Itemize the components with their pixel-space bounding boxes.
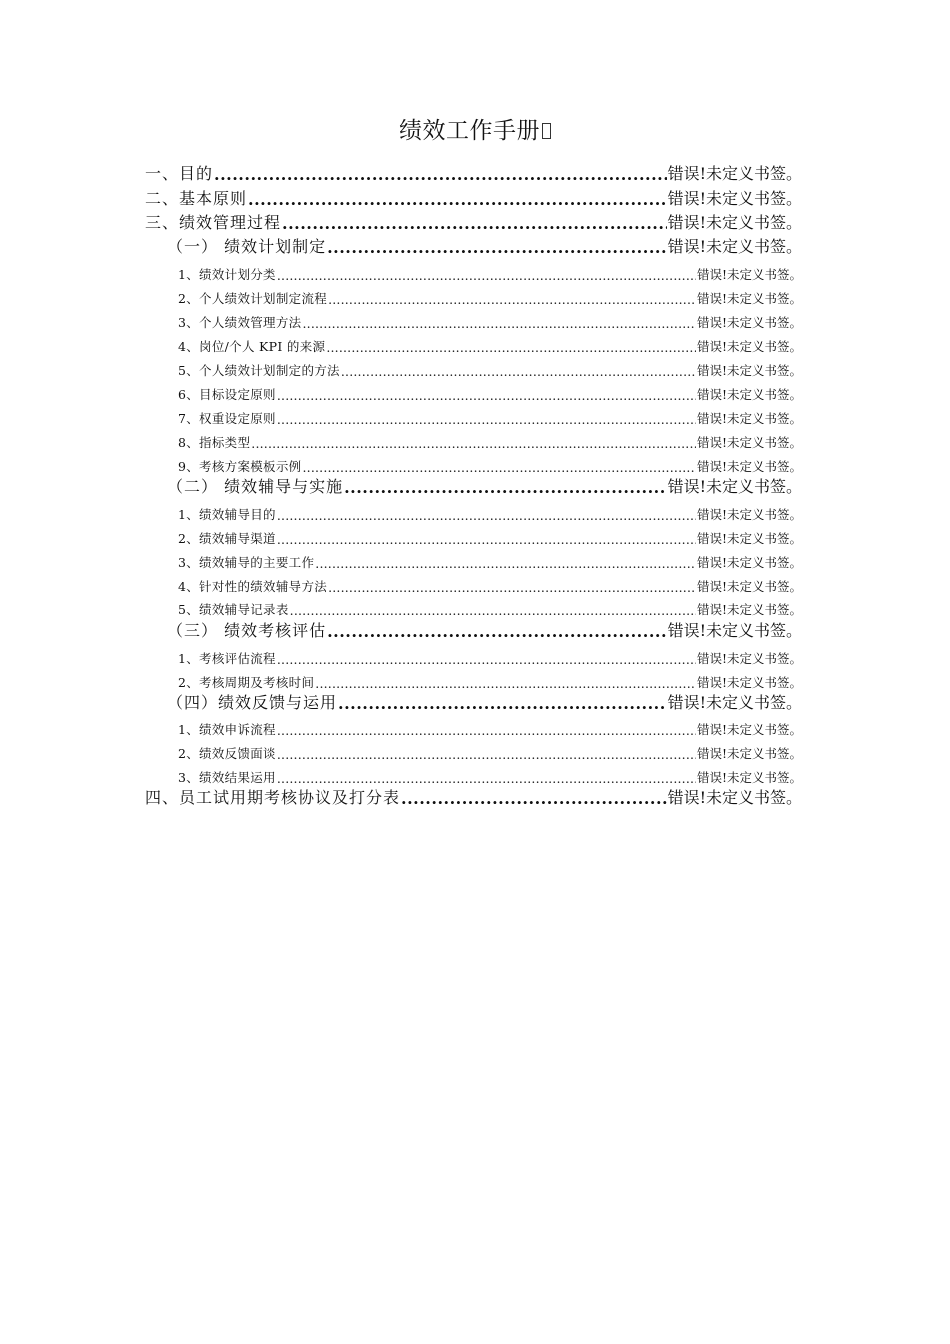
toc-page-ref: 错误!未定义书签。 <box>696 555 802 570</box>
toc-page-ref: 错误!未定义书签。 <box>667 621 802 640</box>
toc-leader <box>401 789 667 808</box>
toc-entry[interactable] <box>178 649 802 667</box>
toc-entry-label: （二） 绩效辅导与实施 <box>167 477 344 496</box>
toc-page-ref: 错误!未定义书签。 <box>696 602 802 617</box>
toc-leader <box>328 292 696 307</box>
toc-leader <box>248 190 667 209</box>
toc-entry-label: （一） 绩效计划制定 <box>167 237 327 256</box>
toc-entry-label: 三、绩效管理过程 <box>145 213 282 232</box>
toc-page-ref: 错误!未定义书签。 <box>696 387 802 402</box>
toc-entry-label: 2、考核周期及考核时间 <box>178 675 315 690</box>
toc-page-ref: 错误!未定义书签。 <box>696 675 802 690</box>
toc-page-ref: 错误!未定义书签。 <box>696 435 802 450</box>
toc-entry[interactable] <box>178 409 802 427</box>
toc-entry-label: 4、岗位/个人 KPI 的来源 <box>178 339 326 354</box>
toc-page-ref: 错误!未定义书签。 <box>696 770 802 785</box>
toc-entry-label: 2、个人绩效计划制定流程 <box>178 291 328 306</box>
toc-page-ref: 错误!未定义书签。 <box>696 651 802 666</box>
toc-entry-label: 5、绩效辅导记录表 <box>178 602 289 617</box>
toc-leader <box>327 238 666 257</box>
toc-entry-label: 四、员工试用期考核协议及打分表 <box>145 788 401 807</box>
toc-page-ref: 错误!未定义书签。 <box>696 579 802 594</box>
toc-entry[interactable] <box>178 505 802 523</box>
toc-entry-label: 1、绩效计划分类 <box>178 267 276 282</box>
toc-entry[interactable] <box>178 720 802 738</box>
toc-entry[interactable] <box>167 619 802 641</box>
toc-entry-label: 3、绩效结果运用 <box>178 770 276 785</box>
toc-entry[interactable] <box>178 768 802 786</box>
toc-leader <box>277 652 696 667</box>
toc-leader <box>277 268 696 283</box>
toc-leader <box>282 214 667 233</box>
toc-entry-label: 5、个人绩效计划制定的方法 <box>178 363 340 378</box>
toc-entry-label: 1、绩效辅导目的 <box>178 507 276 522</box>
toc-leader <box>290 603 696 618</box>
toc-leader <box>302 316 696 331</box>
toc-entry[interactable] <box>178 577 802 595</box>
toc-leader <box>277 388 696 403</box>
toc-entry[interactable] <box>145 211 802 233</box>
toc-page-ref: 错误!未定义书签。 <box>696 722 802 737</box>
toc-entry-label: 2、绩效反馈面谈 <box>178 746 276 761</box>
toc-page-ref: 错误!未定义书签。 <box>696 267 802 282</box>
toc-leader <box>277 508 696 523</box>
toc-entry[interactable] <box>178 433 802 451</box>
toc-entry[interactable] <box>145 162 802 184</box>
toc-page-ref: 错误!未定义书签。 <box>696 746 802 761</box>
toc-entry-label: （三） 绩效考核评估 <box>167 621 327 640</box>
toc-entry[interactable] <box>145 187 802 209</box>
toc-leader <box>315 676 696 691</box>
toc-entry[interactable] <box>178 361 802 379</box>
toc-entry[interactable] <box>178 265 802 283</box>
toc-entry[interactable] <box>178 289 802 307</box>
toc-leader <box>315 556 696 571</box>
toc-entry[interactable] <box>178 600 802 618</box>
toc-leader <box>277 771 696 786</box>
toc-entry-label: （四）绩效反馈与运用 <box>167 693 338 712</box>
toc-page-ref: 错误!未定义书签。 <box>696 507 802 522</box>
toc-page-ref: 错误!未定义书签。 <box>667 189 802 208</box>
toc-page-ref: 错误!未定义书签。 <box>667 213 802 232</box>
toc-page-ref: 错误!未定义书签。 <box>667 237 802 256</box>
toc-page-ref: 错误!未定义书签。 <box>667 164 802 183</box>
toc-entry[interactable] <box>167 691 802 713</box>
toc-leader <box>277 747 696 762</box>
document-title <box>0 112 950 145</box>
toc-entry-label: 6、目标设定原则 <box>178 387 276 402</box>
toc-page-ref: 错误!未定义书签。 <box>696 363 802 378</box>
toc-entry-label: 一、目的 <box>145 164 214 183</box>
toc-leader <box>277 532 696 547</box>
toc-entry[interactable] <box>178 673 802 691</box>
toc-entry[interactable] <box>178 337 802 355</box>
toc-entry-label: 1、考核评估流程 <box>178 651 276 666</box>
document-title-text: 绩效工作手册 <box>399 118 540 144</box>
toc-leader <box>251 436 696 451</box>
toc-entry[interactable] <box>178 553 802 571</box>
toc-entry-label: 1、绩效申诉流程 <box>178 722 276 737</box>
toc-leader <box>302 460 696 475</box>
toc-entry-label: 8、指标类型 <box>178 435 251 450</box>
toc-entry-label: 二、基本原则 <box>145 189 248 208</box>
toc-entry-label: 7、权重设定原则 <box>178 411 276 426</box>
toc-page-ref: 错误!未定义书签。 <box>696 291 802 306</box>
toc-page-ref: 错误!未定义书签。 <box>696 459 802 474</box>
toc-entry-label: 4、针对性的绩效辅导方法 <box>178 579 328 594</box>
toc-leader <box>327 622 666 641</box>
toc-entry-label: 2、绩效辅导渠道 <box>178 531 276 546</box>
toc-leader <box>328 580 696 595</box>
toc-entry[interactable] <box>167 475 802 497</box>
toc-entry[interactable] <box>178 313 802 331</box>
toc-leader <box>326 340 696 355</box>
toc-entry[interactable] <box>178 744 802 762</box>
toc-leader <box>277 723 696 738</box>
toc-page-ref: 错误!未定义书签。 <box>667 693 802 712</box>
toc-entry[interactable] <box>167 235 802 257</box>
toc-leader <box>277 412 696 427</box>
toc-page-ref: 错误!未定义书签。 <box>696 315 802 330</box>
toc-page-ref: 错误!未定义书签。 <box>667 477 802 496</box>
toc-entry[interactable] <box>145 786 802 808</box>
toc-page-ref: 错误!未定义书签。 <box>696 531 802 546</box>
toc-entry[interactable] <box>178 529 802 547</box>
toc-leader <box>338 694 667 713</box>
title-anchor-mark <box>542 123 551 139</box>
toc-entry[interactable] <box>178 385 802 403</box>
toc-leader <box>214 165 667 184</box>
toc-page-ref: 错误!未定义书签。 <box>696 339 802 354</box>
toc-leader <box>341 364 696 379</box>
toc-entry-label: 3、个人绩效管理方法 <box>178 315 302 330</box>
toc-leader <box>344 478 666 497</box>
toc-entry-label: 3、绩效辅导的主要工作 <box>178 555 315 570</box>
toc-entry[interactable] <box>178 457 802 475</box>
toc-page-ref: 错误!未定义书签。 <box>696 411 802 426</box>
toc-page-ref: 错误!未定义书签。 <box>667 788 802 807</box>
toc-entry-label: 9、考核方案模板示例 <box>178 459 302 474</box>
